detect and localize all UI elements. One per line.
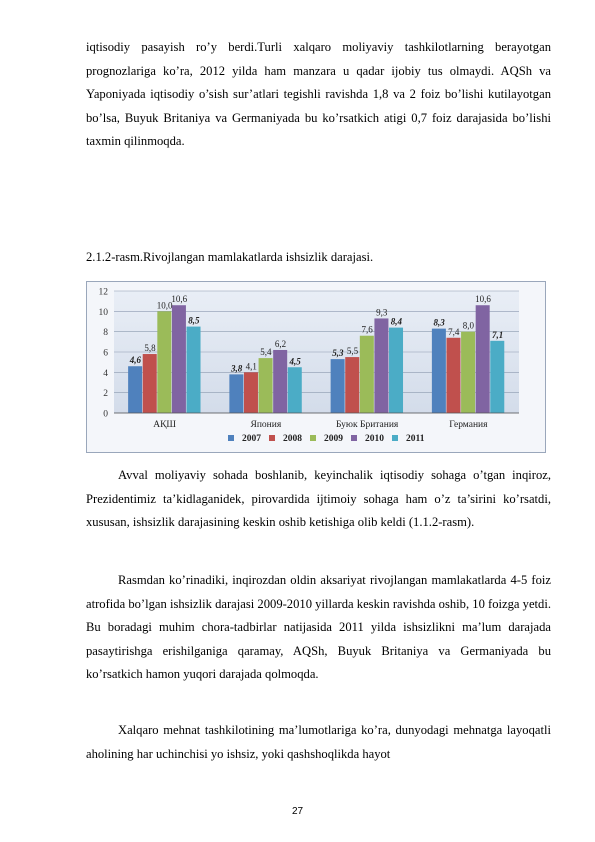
bar-2011 bbox=[389, 328, 403, 413]
page-number: 27 bbox=[291, 806, 304, 817]
y-tick-label: 12 bbox=[98, 287, 108, 298]
bar-2011 bbox=[187, 327, 201, 413]
data-label: 8,3 bbox=[433, 317, 445, 328]
x-category-label: Германия bbox=[449, 420, 488, 430]
data-label: 4,1 bbox=[245, 361, 257, 372]
legend-label: 2011 bbox=[406, 434, 425, 444]
legend-swatch-2010 bbox=[351, 435, 357, 441]
data-label: 6,2 bbox=[274, 338, 287, 349]
bar-2010 bbox=[273, 350, 287, 413]
bar-2010 bbox=[476, 305, 490, 413]
data-label: 5,5 bbox=[346, 346, 359, 357]
paragraph-4: Xalqaro mehnat tashkilotining ma’lumotlariga ko’ra, dunyodagi mehnatga layoqatli aholining har uchinchisi yo ishsiz, yoki qashshoqlikda hayot bbox=[86, 723, 551, 761]
legend-swatch-2011 bbox=[392, 435, 398, 441]
bar-2010 bbox=[374, 318, 388, 413]
legend-swatch-2008 bbox=[269, 435, 275, 441]
data-label: 5,4 bbox=[260, 347, 272, 358]
data-label: 8,4 bbox=[390, 316, 402, 327]
bar-2011 bbox=[490, 341, 504, 413]
data-label: 9,3 bbox=[376, 307, 388, 318]
unemployment-chart bbox=[86, 281, 546, 453]
bar-2008 bbox=[345, 357, 359, 413]
bar-2007 bbox=[432, 329, 446, 413]
legend-swatch-2009 bbox=[310, 435, 316, 441]
x-category-label: АҚШ bbox=[153, 420, 177, 430]
legend-label: 2008 bbox=[283, 434, 302, 444]
paragraph-1: iqtisodiy pasayish ro’y berdi.Turli xalqaro moliyaviy tashkilotlarning berayotgan prognozlariga ko’ra, 2012 yilda ham manzara u qadar ijobiy tus olmaydi. AQSh va Yaponiyada iqtisodiy o’sish sur’atlari tegishli ravishda 1,8 va 2 foiz bo’lishi kutilayotgan bo’lsa, Buyuk Britaniya va Germaniyada bu ko’rsatkich atigi 0,7 foiz darajasida bo’lishi taxmin qilinmoqda. bbox=[86, 40, 551, 149]
y-tick-label: 6 bbox=[103, 348, 108, 359]
data-label: 8,0 bbox=[462, 320, 474, 331]
legend-swatch-2007 bbox=[228, 435, 234, 441]
figure-caption: 2.1.2-rasm.Rivojlangan mamlakatlarda ishsizlik darajasi. bbox=[86, 250, 374, 264]
y-tick-label: 10 bbox=[98, 307, 108, 318]
paragraph-2: Avval moliyaviy sohada boshlanib, keyinchalik iqtisodiy sohaga o’tgan inqiroz, Prezidentimiz ta’kidlaganidek, pirovardida ijtimoiy sohaga ham o’z ta’sirini ko’rsatdi, xususan, ishsizlik darajasining keskin oshib ketishiga olib keldi (1.1.2-rasm). bbox=[86, 468, 551, 530]
data-label: 5,8 bbox=[144, 343, 156, 354]
data-label: 7,4 bbox=[448, 326, 460, 337]
bar-2008 bbox=[446, 338, 460, 413]
y-tick-label: 0 bbox=[103, 409, 108, 420]
data-label: 10,6 bbox=[171, 294, 188, 305]
bar-2010 bbox=[172, 305, 186, 413]
data-label: 10,6 bbox=[475, 294, 491, 305]
data-label: 4,6 bbox=[129, 355, 142, 366]
data-label: 8,5 bbox=[188, 315, 200, 326]
x-category-label: Япония bbox=[250, 420, 282, 430]
bar-2007 bbox=[128, 366, 142, 413]
bar-2009 bbox=[461, 332, 475, 413]
data-label: 5,3 bbox=[332, 348, 344, 359]
bar-2009 bbox=[259, 358, 273, 413]
bar-2008 bbox=[143, 354, 157, 413]
bar-2008 bbox=[244, 372, 258, 413]
y-tick-label: 4 bbox=[103, 368, 108, 379]
y-tick-label: 8 bbox=[103, 328, 108, 339]
bar-2007 bbox=[331, 359, 345, 413]
data-label: 4,5 bbox=[289, 356, 301, 367]
data-label: 3,8 bbox=[231, 363, 243, 374]
legend-label: 2007 bbox=[242, 434, 261, 444]
bar-2009 bbox=[360, 336, 374, 413]
x-category-label: Буюк Британия bbox=[335, 420, 399, 430]
bar-2011 bbox=[288, 367, 302, 413]
data-label: 10,0 bbox=[156, 300, 173, 311]
legend-label: 2010 bbox=[365, 434, 384, 444]
bar-2007 bbox=[229, 374, 243, 413]
y-tick-label: 2 bbox=[103, 389, 108, 400]
bar-2009 bbox=[157, 311, 171, 413]
paragraph-3: Rasmdan ko’rinadiki, inqirozdan oldin aksariyat rivojlangan mamlakatlarda 4-5 foiz atrofida bo’lgan ishsizlik darajasi 2009-2010 yillarda keskin ravishda oshib, 10 foizga yetdi. Bu boradagi muhim chora-tadbirlar natijasida 2011 yilda ishsizlikni ma’lum darajada pasaytirishga erishilganiga qaramay, AQSh, Buyuk Britaniya va Germaniyada bu ko’rsatkich hamon yuqori darajada qolmoqda. bbox=[86, 573, 551, 682]
data-label: 7,1 bbox=[491, 329, 504, 340]
chart-svg bbox=[86, 281, 546, 453]
data-label: 7,6 bbox=[361, 324, 373, 335]
legend-label: 2009 bbox=[324, 434, 343, 444]
